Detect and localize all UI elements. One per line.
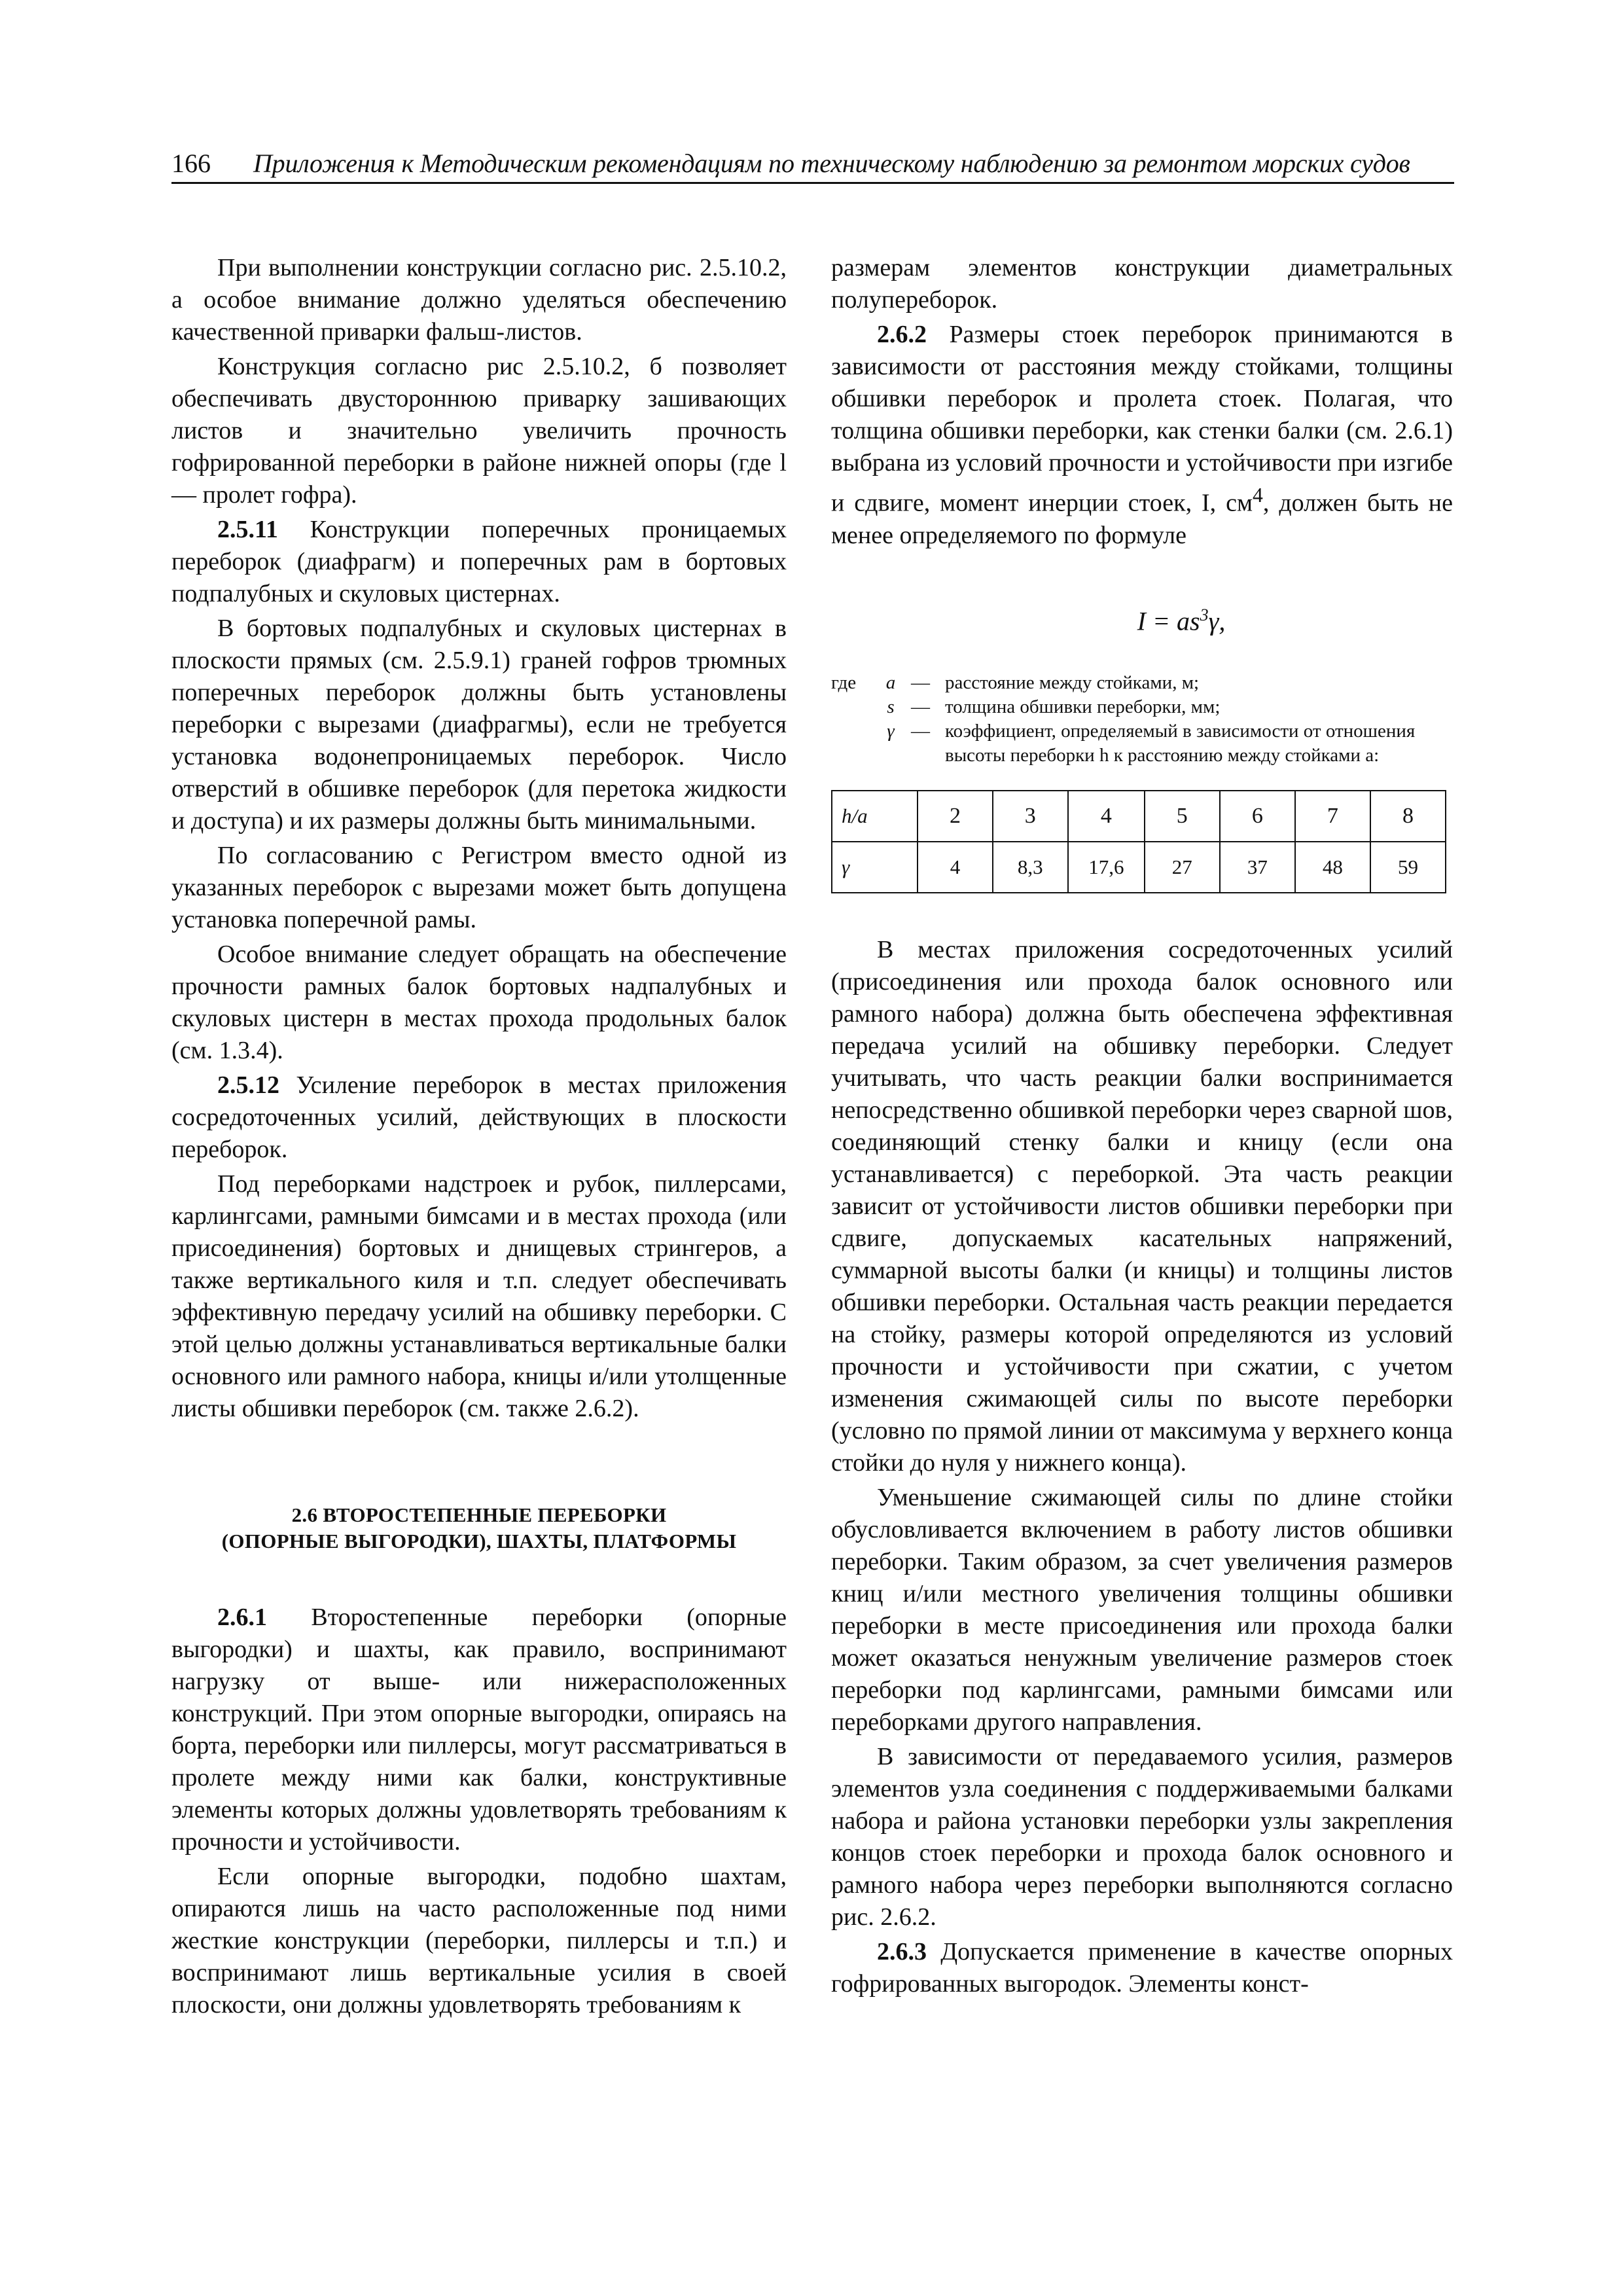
clause-number: 2.6.1 <box>217 1604 267 1631</box>
clause-2-6-3 <box>831 1936 1453 2000</box>
table-header-cell: γ <box>832 842 918 893</box>
definition-symbol: γ <box>887 720 895 742</box>
formula-rhs: γ, <box>1208 605 1226 636</box>
definition-symbol: a <box>885 672 896 693</box>
clause-text: Усиление переборок в местах приложения сосредоточенных усилий, действующих в плоскости переборок. <box>171 1071 787 1163</box>
table-cell: 17,6 <box>1068 842 1145 893</box>
left-column <box>171 252 787 2024</box>
formula-definitions <box>831 671 1453 768</box>
paragraph: При выполнении конструкции согласно рис. 2.5.10.2, а особое внимание должно уделяться обеспечению качественной приварки фальш-листов. <box>171 254 787 346</box>
right-column <box>831 252 1453 2003</box>
table-cell: 2 <box>918 791 992 842</box>
clause-text: Допускается применение в качестве опорных гофрированных выгородок. Элементы конст- <box>831 1937 1453 1998</box>
paragraph: По согласованию с Регистром вместо одной из указанных переборок с вырезами может быть допущена установка поперечной рамы. <box>171 842 787 933</box>
paragraph: В зависимости от передаваемого усилия, размеров элементов узла соединения с поддерживаемыми балками набора и района установки переборки узлы закрепления концов стоек переборки и прохода балок основного и рамного набора через переборки выполняются согласно рис. 2.6.2. <box>831 1742 1453 1931</box>
superscript: 4 <box>1253 484 1263 507</box>
definition-dash: — <box>911 696 930 717</box>
clause-text-tail: , должен быть не менее определяемого по формуле <box>831 489 1453 549</box>
table-cell: 8 <box>1370 791 1446 842</box>
clause-number: 2.5.11 <box>217 516 278 543</box>
table-cell: 27 <box>1145 842 1220 893</box>
paragraph: Особое внимание следует обращать на обеспечение прочности рамных балок бортовых надпалубных и скуловых цистерн в местах прохода продольных балок (см. 1.3.4). <box>171 941 787 1064</box>
clause-text: Размеры стоек переборок принимаются в зависимости от расстояния между стойками, толщины обшивки переборок и пролета стоек. Полагая, что толщина обшивки переборки, как стенки балки (см. 2.6.1) выбрана из условий прочности и устойчивости при изгибе и сдвиге, момент инерции стоек, I, см <box>831 321 1453 517</box>
paragraph: В бортовых подпалубных и скуловых цистернах в плоскости прямых (см. 2.5.9.1) граней гофров трюмных поперечных переборок должны быть установлены переборки с вырезами (диафрагмы), если не требуется установка водонепроницаемых переборок. Число отверстий в обшивке переборок (для перетока жидкости и доступа) и их размеры должны быть минимальными. <box>171 615 787 834</box>
gamma-table <box>831 790 1446 893</box>
section-heading-line: (ОПОРНЫЕ ВЫГОРОДКИ), ШАХТЫ, ПЛАТФОРМЫ <box>221 1530 737 1552</box>
definition-text: расстояние между стойками, м; <box>945 672 1200 693</box>
definition-symbol: s <box>887 696 895 717</box>
clause-number: 2.6.2 <box>877 321 927 348</box>
page-header <box>171 145 1454 184</box>
paragraph: Если опорные выгородки, подобно шахтам, опираются лишь на часто расположенные под ними жесткие конструкции (переборки, пиллерсы и т.п.) и воспринимают лишь вертикальные усилия в своей плоскости, они должны удовлетворять требованиям к <box>171 1863 787 2018</box>
section-heading-line: 2.6 ВТОРОСТЕПЕННЫЕ ПЕРЕБОРКИ <box>291 1503 667 1526</box>
paragraph: Конструкция согласно рис 2.5.10.2, б позволяет обеспечивать двустороннюю приварку зашивающих листов и значительно увеличить прочность гофрированной переборки в районе нижней опоры (где l — пролет гофра). <box>171 353 787 509</box>
formula <box>831 599 1453 637</box>
definition-continuation: высоты переборки h к расстоянию между стойками a: <box>945 744 1380 766</box>
formula-exponent: 3 <box>1200 605 1209 624</box>
paragraph: Уменьшение сжимающей силы по длине стойки обусловливается включением в работу листов обшивки переборки. Таким образом, за счет увеличения размеров книц и/или местного увеличения толщины обшивки переборки в месте присоединения или прохода балки может оказаться ненужным увеличение размеров стоек переборки под карлингсами, рамными бимсами или переборками другого направления. <box>831 1483 1453 1736</box>
definition-text: толщина обшивки переборки, мм; <box>945 696 1221 717</box>
where-label: где <box>831 672 857 693</box>
table-cell: 4 <box>918 842 992 893</box>
table-cell: 8,3 <box>993 842 1069 893</box>
table-row <box>832 842 1446 893</box>
clause-2-6-1 <box>171 1602 787 1858</box>
table-cell: 7 <box>1295 791 1370 842</box>
table-cell: 6 <box>1220 791 1295 842</box>
table-cell: 3 <box>993 791 1069 842</box>
clause-number: 2.5.12 <box>217 1071 279 1099</box>
table-cell: 37 <box>1220 842 1295 893</box>
running-title: Приложения к Методическим рекомендациям по техническому наблюдению за ремонтом морских судов <box>253 149 1410 178</box>
definition-row <box>831 719 1453 744</box>
section-heading-2-6 <box>171 1502 787 1554</box>
clause-2-6-2 <box>831 319 1453 552</box>
table-cell: 59 <box>1370 842 1446 893</box>
table-cell: 5 <box>1145 791 1220 842</box>
definition-text: коэффициент, определяемый в зависимости от отношения <box>945 720 1416 742</box>
clause-number: 2.6.3 <box>877 1937 927 1965</box>
definition-dash: — <box>911 720 930 742</box>
table-header-cell: h/a <box>832 791 918 842</box>
paragraph: Под переборками надстроек и рубок, пиллерсами, карлингсами, рамными бимсами и в местах прохода (или присоединения) бортовых и днищевых стрингеров, а также вертикального киля и т.п. следует обеспечивать эффективную передачу усилий на обшивку переборки. С этой целью должны устанавливаться вертикальные балки основного или рамного набора, кницы и/или утолщенные листы обшивки переборок (см. также 2.6.2). <box>171 1170 787 1422</box>
table-cell: 4 <box>1068 791 1145 842</box>
definition-row <box>831 671 1453 695</box>
page-number: 166 <box>171 149 211 178</box>
table-row <box>832 791 1446 842</box>
definition-row <box>831 695 1453 719</box>
formula-lhs: I = as <box>1137 605 1200 636</box>
clause-text: Второстепенные переборки (опорные выгородки) и шахты, как правило, воспринимают нагрузку от выше- или нижерасположенных конструкций. При этом опорные выгородки, опираясь на борта, переборки или пиллерсы, могут рассматриваться в пролете между ними как балки, конструктивные элементы которых должны удовлетворять требованиям к прочности и устойчивости. <box>171 1604 787 1856</box>
table-cell: 48 <box>1295 842 1370 893</box>
clause-2-5-11 <box>171 514 787 610</box>
paragraph: В местах приложения сосредоточенных усилий (присоединения или прохода балок основного или рамного набора) должна быть обеспечена эффективная передача усилий на обшивку переборки. Следует учитывать, что часть реакции балки воспринимается непосредственно обшивкой переборки через сварной шов, соединяющий стенку балки и кницу (если она устанавливается) с переборкой. Эта часть реакции зависит от устойчивости листов обшивки переборки при сдвиге, допускаемых касательных напряжений, суммарной высоты балки (и кницы) и толщины листов обшивки переборки. Остальная часть реакции передается на стойку, размеры которой определяются из условий прочности и устойчивости при сжатии, с учетом изменения сжимающей силы по высоте переборки (условно по прямой линии от максимума у верхнего конца стойки до нуля у нижнего конца). <box>831 935 1453 1477</box>
definition-dash: — <box>911 672 930 693</box>
clause-text: Конструкции поперечных проницаемых переборок (диафрагм) и поперечных рам в бортовых подпалубных и скуловых цистернах. <box>171 516 787 607</box>
clause-2-5-12 <box>171 1069 787 1166</box>
paragraph: размерам элементов конструкции диаметральных полупереборок. <box>831 254 1453 314</box>
